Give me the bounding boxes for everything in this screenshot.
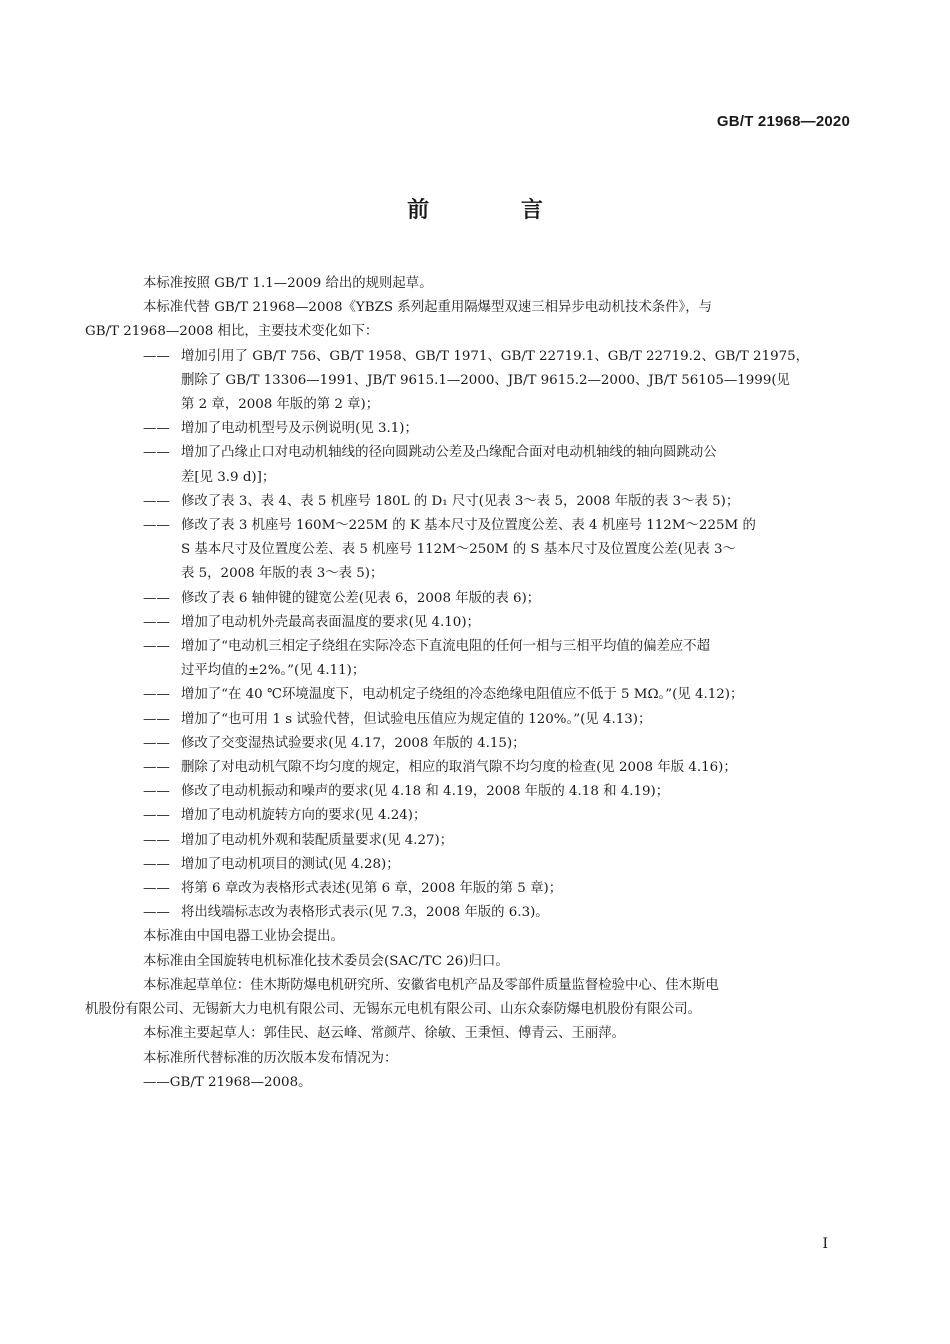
change-item-line: 增加了电动机旋转方向的要求(见 4.24)； (181, 808, 427, 824)
change-item-line: 增加了“在 40 ℃环境温度下，电动机定子绕组的冷态绝缘电阻值应不低于 5 MΩ。”(见 4.12)； (181, 687, 744, 703)
change-item (143, 877, 849, 901)
list-dash: —— (143, 905, 170, 921)
list-dash: —— (143, 421, 170, 437)
list-dash: —— (143, 348, 170, 364)
list-dash: —— (143, 493, 170, 509)
change-item (143, 756, 849, 780)
change-item-line: 将出线端标志改为表格形式表示(见 7.3，2008 年版的 6.3)。 (181, 905, 549, 921)
change-item (143, 901, 849, 925)
change-item-line: 增加了电动机外观和装配质量要求(见 4.27)； (181, 832, 454, 848)
list-dash: —— (143, 518, 170, 534)
paragraph-history-item: ——GB/T 21968—2008。 (143, 1074, 312, 1090)
change-item-line: 修改了电动机振动和噪声的要求(见 4.18 和 4.19，2008 年版的 4.18 和 4.19)； (181, 784, 670, 800)
change-item (143, 514, 849, 587)
change-item-line: 增加了凸缘止口对电动机轴线的径向圆跳动公差及凸缘配合面对电动机轴线的轴向圆跳动公 (181, 445, 717, 461)
change-item-line: 增加引用了 GB/T 756、GB/T 1958、GB/T 1971、GB/T 22719.1、GB/T 22719.2、GB/T 21975， (181, 348, 810, 364)
change-item (143, 441, 849, 489)
change-item (143, 635, 849, 683)
page-number: I (822, 1236, 828, 1252)
list-dash: —— (143, 445, 170, 461)
change-item-line: 删除了对电动机气隙不均匀度的规定，相应的取消气隙不均匀度的检查(见 2008 年版 4.16)； (181, 760, 737, 776)
paragraph-proposer: 本标准由中国电器工业协会提出。 (143, 929, 344, 945)
change-item-line: 将第 6 章改为表格形式表述(见第 6 章，2008 年版的第 5 章)； (181, 881, 563, 897)
list-dash: —— (143, 784, 170, 800)
change-item (143, 829, 849, 853)
page-title: 前 言 (407, 198, 585, 223)
paragraph-drafters: 本标准主要起草人：郭佳民、赵云峰、常颜芹、徐敏、王秉恒、傅青云、王丽萍。 (143, 1026, 626, 1042)
paragraph-drafting-units (85, 974, 849, 1022)
change-item (143, 853, 849, 877)
list-dash: —— (143, 808, 170, 824)
change-item-line: 增加了“也可用 1 s 试验代替，但试验电压值应为规定值的 120%。”(见 4.13)； (181, 711, 652, 727)
change-item-line: 增加了电动机型号及示例说明(见 3.1)； (181, 421, 418, 437)
change-item (143, 611, 849, 635)
change-item-line: 增加了电动机项目的测试(见 4.28)； (181, 856, 400, 872)
change-item-line: 增加了电动机外壳最高表面温度的要求(见 4.10)； (181, 614, 480, 630)
paragraph-drafting-units-line-2: 机股份有限公司、无锡新大力电机有限公司、无锡东元电机有限公司、山东众泰防爆电机股份有限公司。 (85, 1002, 701, 1018)
paragraph-drafting-units-line-1: 本标准起草单位：佳木斯防爆电机研究所、安徽省电机产品及零部件质量监督检验中心、佳木斯电 (143, 977, 719, 993)
list-dash: —— (143, 590, 170, 606)
list-dash: —— (143, 687, 170, 703)
changes-list (114, 345, 849, 926)
change-item-line: 修改了表 3 机座号 160M～225M 的 K 基本尺寸及位置度公差、表 4 机座号 112M～225M 的 (181, 518, 756, 534)
change-item-line: 删除了 GB/T 13306—1991、JB/T 9615.1—2000、JB/T 9615.2—2000、JB/T 56105—1999(见 (181, 372, 790, 388)
change-item (143, 417, 849, 441)
list-dash: —— (143, 735, 170, 751)
list-dash: —— (143, 832, 170, 848)
list-dash: —— (143, 760, 170, 776)
change-item-line: 增加了“电动机三相定子绕组在实际冷态下直流电阻的任何一相与三相平均值的偏差应不超 (181, 639, 711, 655)
list-dash: —— (143, 881, 170, 897)
list-dash: —— (143, 639, 170, 655)
paragraph-history-intro: 本标准所代替标准的历次版本发布情况为： (143, 1050, 398, 1066)
change-item-line: 修改了交变湿热试验要求(见 4.17，2008 年版的 4.15)； (181, 735, 526, 751)
paragraph-replacement (85, 296, 849, 344)
change-item (143, 708, 849, 732)
change-item-line: 第 2 章，2008 年版的第 2 章)； (181, 397, 380, 413)
change-item (143, 804, 849, 828)
change-item-line: 表 5，2008 年版的表 3～表 5)； (181, 566, 384, 582)
list-dash: —— (143, 614, 170, 630)
paragraph-committee: 本标准由全国旋转电机标准化技术委员会(SAC/TC 26)归口。 (143, 953, 509, 969)
change-item-line: 差[见 3.9 d)]； (181, 469, 276, 485)
change-item-line: 过平均值的±2%。”(见 4.11)； (181, 663, 366, 679)
change-item (143, 490, 849, 514)
change-item (143, 732, 849, 756)
standard-code: GB/T 21968—2020 (716, 113, 850, 130)
change-item-line: 修改了表 6 轴伸键的键宽公差(见表 6，2008 年版的表 6)； (181, 590, 541, 606)
list-dash: —— (143, 711, 170, 727)
foreword-body (85, 272, 849, 1095)
paragraph-replacement-line-1: 本标准代替 GB/T 21968—2008《YBZS 系列起重用隔爆型双速三相异步电动机技术条件》，与 (143, 300, 712, 316)
change-item (143, 345, 849, 418)
change-item-line: 修改了表 3、表 4、表 5 机座号 180L 的 D₁ 尺寸(见表 3～表 5，2008 年版的表 3～表 5)； (181, 493, 740, 509)
list-dash: —— (143, 856, 170, 872)
change-item-line: S 基本尺寸及位置度公差、表 5 机座号 112M～250M 的 S 基本尺寸及位置度公差(见表 3～ (181, 542, 736, 558)
change-item (143, 587, 849, 611)
paragraph-drafting-rules: 本标准按照 GB/T 1.1—2009 给出的规则起草。 (143, 276, 433, 291)
paragraph-replacement-line-2: GB/T 21968—2008 相比，主要技术变化如下： (85, 324, 379, 340)
change-item (143, 780, 849, 804)
change-item (143, 683, 849, 707)
